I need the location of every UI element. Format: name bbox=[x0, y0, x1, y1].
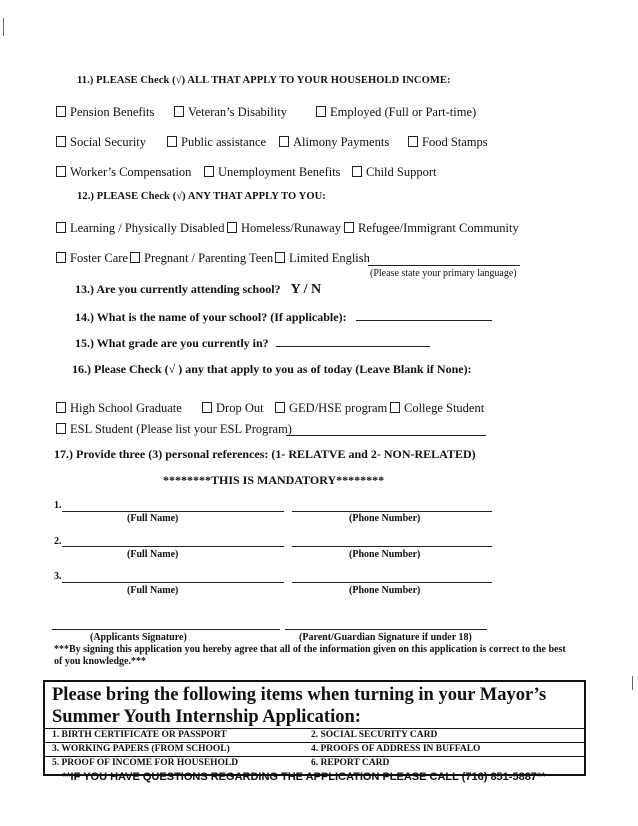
reference-3-phone-caption: (Phone Number) bbox=[349, 585, 421, 596]
reference-2-name-field[interactable] bbox=[62, 546, 284, 547]
checkbox-icon[interactable] bbox=[174, 106, 184, 117]
mandatory-banner: ********THIS IS MANDATORY******** bbox=[163, 473, 385, 487]
q13-answer[interactable]: Y / N bbox=[290, 282, 322, 297]
primary-language-note: (Please state your primary language) bbox=[370, 268, 517, 279]
parent-signature-caption: (Parent/Guardian Signature if under 18) bbox=[299, 632, 472, 643]
reference-2-phone-field[interactable] bbox=[292, 546, 492, 547]
q11-title: 11.) PLEASE Check (√) ALL THAT APPLY TO YOUR HOUSEHOLD INCOME: bbox=[77, 75, 451, 86]
parent-signature-field[interactable] bbox=[285, 629, 487, 630]
checkbox-food-stamps[interactable]: Food Stamps bbox=[408, 135, 488, 150]
checkbox-esl[interactable]: ESL Student (Please list your ESL Program) bbox=[56, 422, 292, 437]
checkbox-limited-english[interactable]: Limited English bbox=[275, 251, 370, 266]
bring-items-divider-2 bbox=[45, 742, 584, 743]
checkbox-ged[interactable]: GED/HSE program bbox=[275, 401, 387, 416]
reference-1-number: 1. bbox=[54, 500, 62, 511]
reference-3-number: 3. bbox=[54, 571, 62, 582]
checkbox-college[interactable]: College Student bbox=[390, 401, 484, 416]
checkbox-icon[interactable] bbox=[56, 166, 66, 177]
checkbox-icon[interactable] bbox=[56, 106, 66, 117]
checkbox-icon[interactable] bbox=[130, 252, 140, 263]
checkbox-pregnant[interactable]: Pregnant / Parenting Teen bbox=[130, 251, 273, 266]
primary-language-field[interactable] bbox=[368, 265, 520, 266]
checkbox-icon[interactable] bbox=[167, 136, 177, 147]
checkbox-icon[interactable] bbox=[390, 402, 400, 413]
school-name-field[interactable] bbox=[356, 320, 492, 321]
checkbox-social-security[interactable]: Social Security bbox=[56, 135, 146, 150]
checkbox-icon[interactable] bbox=[56, 136, 66, 147]
q16-label: 16.) Please Check (√ ) any that apply to you as of today (Leave Blank if None): bbox=[72, 362, 472, 376]
questions-footer: **IF YOU HAVE QUESTIONS REGARDING THE APPLICATION PLEASE CALL (716) 851-5887** bbox=[62, 771, 546, 783]
q15-label: 15.) What grade are you currently in? bbox=[75, 336, 269, 350]
bring-items-box bbox=[43, 680, 586, 776]
bring-item: 6. REPORT CARD bbox=[311, 758, 390, 768]
checkbox-hs-graduate[interactable]: High School Graduate bbox=[56, 401, 182, 416]
reference-1-name-caption: (Full Name) bbox=[127, 513, 179, 524]
bring-item: 4. PROOFS OF ADDRESS IN BUFFALO bbox=[311, 744, 481, 754]
esl-program-field[interactable] bbox=[286, 435, 486, 436]
checkbox-icon[interactable] bbox=[408, 136, 418, 147]
checkbox-icon[interactable] bbox=[316, 106, 326, 117]
checkbox-veteran[interactable]: Veteran’s Disability bbox=[174, 105, 287, 120]
q14-label: 14.) What is the name of your school? (If applicable): bbox=[75, 310, 347, 324]
right-margin-mark bbox=[632, 676, 633, 690]
reference-1-phone-field[interactable] bbox=[292, 511, 492, 512]
reference-2-number: 2. bbox=[54, 536, 62, 547]
bring-item: 3. WORKING PAPERS (FROM SCHOOL) bbox=[52, 744, 230, 754]
reference-1-name-field[interactable] bbox=[62, 511, 284, 512]
agreement-text: ***By signing this application you hereby agree that all of the information given on this application is correct to the best of you knowledge.*** bbox=[54, 644, 566, 667]
checkbox-alimony[interactable]: Alimony Payments bbox=[279, 135, 389, 150]
checkbox-homeless[interactable]: Homeless/Runaway bbox=[227, 221, 341, 236]
checkbox-disabled[interactable]: Learning / Physically Disabled bbox=[56, 221, 224, 236]
checkbox-icon[interactable] bbox=[56, 252, 66, 263]
checkbox-employed[interactable]: Employed (Full or Part-time) bbox=[316, 105, 476, 120]
checkbox-icon[interactable] bbox=[352, 166, 362, 177]
bring-item: 2. SOCIAL SECURITY CARD bbox=[311, 730, 438, 740]
checkbox-drop-out[interactable]: Drop Out bbox=[202, 401, 264, 416]
reference-3-name-field[interactable] bbox=[62, 582, 284, 583]
checkbox-workers-comp[interactable]: Worker’s Compensation bbox=[56, 165, 191, 180]
checkbox-icon[interactable] bbox=[204, 166, 214, 177]
bring-items-divider-3 bbox=[45, 756, 584, 757]
bring-item: 5. PROOF OF INCOME FOR HOUSEHOLD bbox=[52, 758, 239, 768]
reference-2-name-caption: (Full Name) bbox=[127, 549, 179, 560]
checkbox-unemployment[interactable]: Unemployment Benefits bbox=[204, 165, 341, 180]
q12-title: 12.) PLEASE Check (√) ANY THAT APPLY TO YOU: bbox=[77, 191, 326, 202]
applicant-signature-field[interactable] bbox=[52, 629, 280, 630]
checkbox-icon[interactable] bbox=[279, 136, 289, 147]
grade-field[interactable] bbox=[276, 346, 430, 347]
checkbox-pension[interactable]: Pension Benefits bbox=[56, 105, 154, 120]
reference-1-phone-caption: (Phone Number) bbox=[349, 513, 421, 524]
checkbox-icon[interactable] bbox=[56, 402, 66, 413]
bring-items-divider-1 bbox=[45, 728, 584, 729]
q17-label: 17.) Provide three (3) personal references: (1- RELATVE and 2- NON-RELATED) bbox=[54, 447, 476, 461]
checkbox-child-support[interactable]: Child Support bbox=[352, 165, 437, 180]
bring-item: 1. BIRTH CERTIFICATE OR PASSPORT bbox=[52, 730, 227, 740]
checkbox-public-assistance[interactable]: Public assistance bbox=[167, 135, 266, 150]
checkbox-refugee[interactable]: Refugee/Immigrant Community bbox=[344, 221, 519, 236]
applicant-signature-caption: (Applicants Signature) bbox=[90, 632, 187, 643]
checkbox-icon[interactable] bbox=[227, 222, 237, 233]
checkbox-icon[interactable] bbox=[56, 423, 66, 434]
left-margin-mark bbox=[3, 18, 4, 36]
reference-3-name-caption: (Full Name) bbox=[127, 585, 179, 596]
checkbox-icon[interactable] bbox=[275, 252, 285, 263]
checkbox-icon[interactable] bbox=[344, 222, 354, 233]
reference-3-phone-field[interactable] bbox=[292, 582, 492, 583]
checkbox-icon[interactable] bbox=[275, 402, 285, 413]
q13-label: 13.) Are you currently attending school? Y / N bbox=[75, 282, 322, 297]
checkbox-icon[interactable] bbox=[56, 222, 66, 233]
checkbox-icon[interactable] bbox=[202, 402, 212, 413]
reference-2-phone-caption: (Phone Number) bbox=[349, 549, 421, 560]
checkbox-foster-care[interactable]: Foster Care bbox=[56, 251, 128, 266]
bring-items-title: Please bring the following items when turning in your Mayor’s Summer Youth Internship Application: bbox=[52, 685, 547, 727]
